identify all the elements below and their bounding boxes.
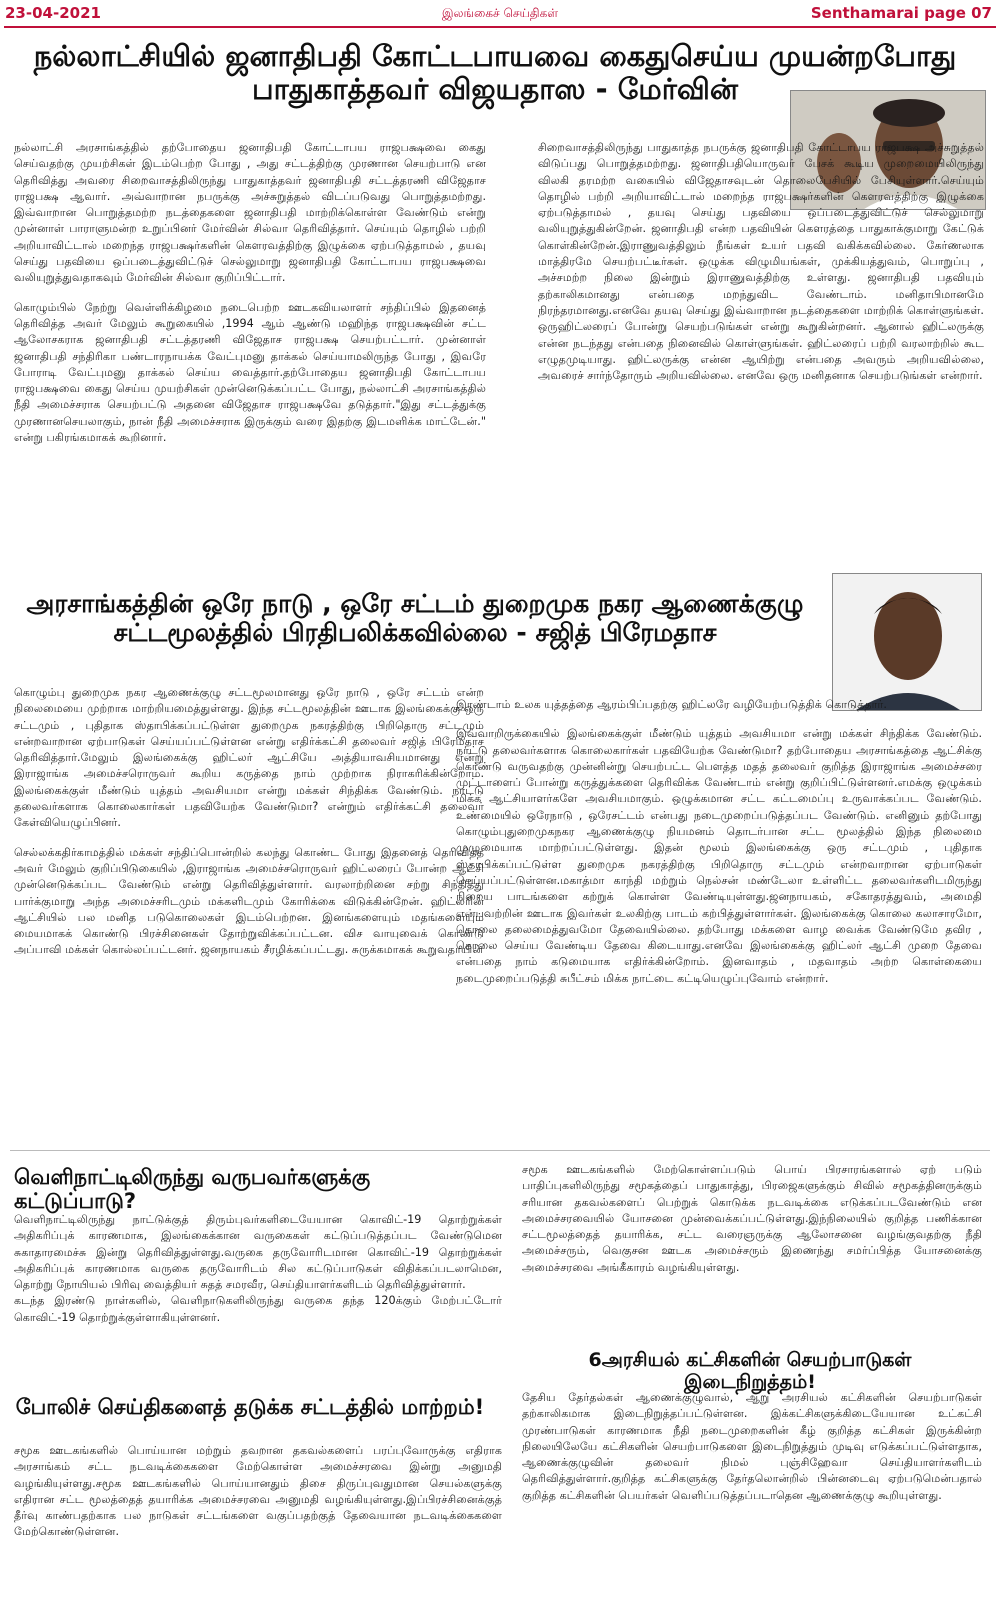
article2-paragraph: கொழும்பு துறைமுக நகர ஆணைக்குழு சட்டமூலமானது ஒரே நாடு , ஒரே சட்டம் என்ற நிலைமையை முற்றாக மாற்றியமைத்துள்ளது. இந்த சட்டமூலத்தின் ஊடாக இலங்கைக்கு ஒரு சட்டமும் , புதிதாக ஸ்தாபிக்கப்பட்டுள்ள துறைமுக நகரத்திற்கு பிறிதொரு சட்டமும் என்றவாறான ஏற்பாடுகள் செய்யப்பட்டுள்ளன என்று எதிர்க்கட்சி தலைவர் சஜித் பிரேமதாச தெரிவித்தார்.மேலும் இலங்கைக்கு ஹிட்லர் ஆட்சியே அத்தியாவசியமானது என்று இராஜாங்க அமைச்சரொருவர் கூறிய கருத்தை நாம் முற்றாக நிராகரிக்கின்றோம். இலங்கைக்குள் மீண்டும் யுத்தம் அவசியமா என்று மக்கள் சிந்திக்க வேண்டும். நாட்டு தலைவர்களாக கொலைகார்கள் பதவியேற்க வேண்டுமா? என்றும் எதிர்க்கட்சி தலைவர் கேள்வியெழுப்பினர். — [14, 686, 484, 830]
article2-paragraph: இரண்டாம் உலக யுத்தத்தை ஆரம்பிப்பதற்கு ஹிட்லரே வழியேற்படுத்திக் கொடுத்தார். — [456, 698, 887, 711]
article2-photo — [832, 573, 982, 711]
page-label: Senthamarai page 07 — [810, 4, 992, 22]
article1-headline: நல்லாட்சியில் ஜனாதிபதி கோட்டபாயவை கைதுசெய்ய முயன்றபோது பாதுகாத்தவர் விஜயதாஸ - மேர்வின் — [33, 39, 957, 107]
page-header — [0, 0, 1000, 28]
article5-column — [522, 1390, 982, 1590]
article2-right-column — [456, 697, 982, 1117]
article1-right-column — [538, 140, 984, 568]
article3-column — [14, 1212, 502, 1387]
article3-headline: வெளிநாட்டிலிருந்து வருபவர்களுக்கு கட்டுப்பாடு? — [14, 1165, 371, 1214]
article4-left-column — [14, 1443, 502, 1593]
article4-headline: போலிச் செய்திகளைத் தடுக்க சட்டத்தில் மாற்றம்! — [15, 1395, 485, 1419]
article1-left-column — [14, 140, 486, 568]
article5-paragraph: தேசிய தேர்தல்கள் ஆணைக்குழுவால், ஆறு அரசியல் கட்சிகளின் செயற்பாடுகள் தற்காலிகமாக இடைநிறுத்தப்பட்டுள்ளன. இக்கட்சிகளுக்கிடையேயான உட்கட்சி முரண்பாடுகள் காரணமாக நீதி நடைமுறைகளின் கீழ் குறித்த கட்சிகள் இருக்கின்ற நிலையிலேயே கட்சிகளின் செயற்பாடுகளை இடைநிறுத்தும் முடிவு எடுக்கப்பட்டுள்ளதாக, ஆணைக்குழுவின் தலைவர் நிமல் புஞ்சிஹேவா செய்தியாளர்களிடம் தெரிவித்துள்ளார்.குறித்த கட்சிகளுக்கு தேர்தலொன்றில் பின்னடைவு ஏற்படுமென்பதால் குறித்த கட்சிகளின் பெயர்கள் வெளிப்படுத்தப்படாதென ஆணைக்குழு கூறியுள்ளது. — [522, 1391, 982, 1502]
article3-paragraph: கடந்த இரண்டு நாள்களில், வெளிநாடுகளிலிருந்து வருகை தந்த 120க்கும் மேற்பட்டோர் கொவிட்-19 தொற்றுக்குள்ளாகியுள்ளனர். — [14, 1294, 502, 1324]
article3-paragraph: வெளிநாட்டிலிருந்து நாட்டுக்குத் திரும்புவர்களிடையேயான கொவிட்-19 தொற்றுக்கள் அதிகரிப்புக் காரணமாக, இலங்கைக்கான வருகைகள் கட்டுப்படுத்தப்பட வேண்டுமென சுகாதாரமைச்சு இன்று தெரிவித்துள்ளது.வருகை தருவோரிடமான கொவிட்-19 தொற்றுக்கள் அதிகரிப்புக் காரணமாக வருகை தருவோரிடம் சில கட்டுப்பாடுகள் விதிக்கப்படலாமென, தொற்று நோயியல் பிரிவு வைத்தியர் சுதத் சமரவீர, செய்தியாளர்களிடம் தெரிவித்துள்ளார். — [14, 1213, 502, 1292]
article2-headline: அரசாங்கத்தின் ஒரே நாடு , ஒரே சட்டம் துறைமுக நகர ஆணைக்குழு சட்டமூலத்தில் பிரதிபலிக்கவில்லை - சஜித் பிரேமதாச — [26, 589, 804, 647]
article1-paragraph: சிறைவாசத்திலிருந்து பாதுகாத்த நபருக்கு ஜனாதிபதி கோட்டாபய ராஜபக்ஷ அச்சுறுத்தல் விடுப்பது பொறுத்தமற்றது. ஜனாதிபதியொருவர் பேசக் கூடிய முறைமையிலிருந்து விலகி தரமற்ற வகையில் விஜேதாசவுடன் தொலைபேசியில் பேசியுள்ளார்.செய்யும் தொழில் பற்றி அறியாவிட்டால் மறைந்த ராஜபக்ஷர்களின் கௌரவத்திற்கு இழுக்கை ஏற்படுத்தாமல் , தயவு செய்து பதவியை ஒப்படைத்துவிட்டுச் செல்லுமாறு வலியுறுத்துகின்றேன். ஜனாதிபதி என்ற பதவியின் கௌரத்தை பாதுகாக்குமாறு கேட்டுக் கொள்கின்றேன்.இராணுவத்திலும் நீங்கள் உயர் பதவி வகிக்கவில்லை. கேர்ணலாக மாத்திரமே செயற்பட்டீர்கள். ஒழுக்க விழுமியங்கள், முக்கியத்துவம், பொறுப்பு , அச்சமற்ற நிலை இன்றும் இராணுவத்திற்கு உள்ளது. ஜனாதிபதி பதவியும் தற்காலிகமானது என்பதை மறந்துவிட வேண்டாம். மனிதாபிமானமே நிரந்தரமானது.எனவே தயவு செய்து இவ்வாறான நடத்தைகளை மாற்றிக் கொள்ளுங்கள். ஒருஹிட்லரைப் போன்று செயற்படுங்கள் என்று கூறுகின்றனர். ஆனால் ஹிட்லருக்கு என்ன நடந்தது என்பதை நினைவில் கொள்ளுங்கள். ஹிட்லரைப் பற்றி வரலாற்றில் கூட எழுதமுடியாது. ஹிட்லருக்கு என்ன ஆயிற்று என்பதை அவரும் அறியவில்லை, அவரைச் சார்ந்தோரும் அறியவில்லை. எனவே ஒரு மனிதனாக செயற்படுங்கள் என்றார். — [538, 141, 984, 383]
politician-portrait-image — [833, 574, 982, 711]
article5-headline: 6அரசியல் கட்சிகளின் செயற்பாடுகள் இடைநிறுத்தம்! — [588, 1349, 912, 1393]
article4-paragraph: சமூக ஊடகங்களில் மேற்கொள்ளப்படும் பொய் பிரசாரங்களால் ஏற் படும் பாதிப்புகளிலிருந்து சமூகத்தைப் பாதுகாத்து, பிரஜைகளுக்கும் சிவில் சமூகத்தினருக்கும் சரியான தகவல்களைப் பெற்றுக் கொடுக்க நடவடிக்கை எடுக்கப்படவேண்டும் என அமைச்சரவையில் யோசனை முன்வைக்கப்பட்டுள்ளது.இந்நிலையில் குறித்த பணிக்கான சட்டமூலத்தைத் தயாரிக்க, சட்ட வரைஞருக்கு ஆலோசனை வழங்குவதற்கு நீதி அமைச்சரும், வெகுசன ஊடக அமைச்சரும் இணைந்து சமர்ப்பித்த யோசனைக்கு அமைச்சரவை அங்கீகாரம் வழங்கியுள்ளது. — [522, 1163, 982, 1274]
article1-paragraph: கொழும்பில் நேற்று வெள்ளிக்கிழமை நடைபெற்ற ஊடகவியலாளர் சந்திப்பில் இதனைத் தெரிவித்த அவர் மேலும் கூறுகையில் ,1994 ஆம் ஆண்டு மஹிந்த ராஜபக்ஷவின் சட்ட ஆலோசகராக ஜனாதிபதி சட்டத்தரணி விஜேதாச ராஜபக்ஷ செயற்பட்டார். முன்னாள் ஜனாதிபதி சந்திரிகா பண்டாரநாயக்க வேட்புமனு தாக்கல் செய்யாமலிருந்த போது , இவரே போராடி வேட்புமனு தாக்கல் செய்ய வைத்தார்.தற்போதைய ஜனாதிபதி கோட்டாபய ராஜபக்ஷவை கைது செய்ய முயற்சிகள் முன்னெடுக்கப்பட்ட போது, நல்லாட்சி அரசாங்கத்தில் நீதி அமைச்சராக செயற்பட்டு அதனை விஜேதாச ராஜபக்ஷவே தடுத்தார்."இது சட்டத்துக்கு முரணானசெயலாகும், நான் நீதி அமைச்சராக இருக்கும் வரை இதற்கு இடமளிக்க மாட்டேன்." என்று பகிரங்கமாகக் கூறினார். — [14, 300, 486, 445]
issue-date: 23-04-2021 — [5, 4, 101, 22]
header-rule — [4, 26, 996, 28]
article2-paragraph: இவ்வாறிருக்கையில் இலங்கைக்குள் மீண்டும் யுத்தம் அவசியமா என்று மக்கள் சிந்திக்க வேண்டும். நாட்டு தலைவர்களாக கொலைகார்கள் பதவியேற்க வேண்டுமா? தற்போதைய அரசாங்கத்தை ஆட்சிக்கு கொண்டு வருவதற்கு முன்னின்று செயற்பட்ட பௌத்த மதத் தலைவர் குறித்த இராஜாங்க அமைச்சரை முட்டாளைப் போன்று கருத்துக்களை தெரிவிக்க வேண்டாம் என்று குறிப்பிட்டுள்ளனர்.எமக்கு ஒழுக்கம் மிக்க ஆட்சியாளர்களே அவசியமாகும். ஒழுக்கமான சட்ட கட்டமைப்பு உருவாக்கப்பட வேண்டும். உண்மையில் ஒரேநாடு , ஒரேசட்டம் என்பது நடைமுறைப்படுத்தப்பட வேண்டும். எனினும் தற்போது கொழும்புதுறைமுகநகர ஆணைக்குழு நியமனம் தொடர்பான சட்ட மூலத்தில் இந்த நிலைமை முழுமையாக மாற்றப்பட்டுள்ளது. இதன் மூலம் இலங்கைக்கு ஒரு சட்டமும் , புதிதாக ஸ்தாபிக்கப்பட்டுள்ள துறைமுக நகரத்திற்கு பிறிதொரு சட்டமும் என்றவாறான ஏற்பாடுகள் செய்யப்பட்டுள்ளன.மகாத்மா காந்தி மற்றும் நெல்சன் மண்டேலா உள்ளிட்ட தலைவர்களிடமிருந்து நிறைய பாடங்களை கற்றுக் கொள்ள வேண்டியுள்ளது.ஜனநாயகம், சகோதரத்துவம், அமைதி என்பவற்றின் ஊடாக இவர்கள் உலகிற்கு பாடம் கற்பித்துள்ளார்கள். இலங்கைக்கு கொலை கலாசாரமோ, கொலை தலைமைத்துவமோ தேவையில்லை. தற்போது மக்களை வாழ வைக்க வேண்டுமே தவிர , கொலை செய்ய வேண்டிய தேவை கிடையாது.எனவே இலங்கைக்கு ஹிட்லர் ஆட்சி முறை தேவை என்பதை நாம் கடுமையாக எதிர்க்கின்றோம். இனவாதம் , மதவாதம் அற்ற கொள்கையை நடைமுறைப்படுத்தி சுபீட்சம் மிக்க நாட்டை கட்டியெழுப்புவோம் என்றார். — [456, 727, 982, 985]
article2-left-column — [14, 685, 484, 1137]
article4-paragraph: சமூக ஊடகங்களில் பொய்யான மற்றும் தவறான தகவல்களைப் பரப்புவோருக்கு எதிராக அரசாங்கம் சட்ட நடவடிக்கைகளை மேற்கொள்ள அமைச்சரவை இன்று அனுமதி வழங்கியுள்ளது.சமூக ஊடகங்களில் பொய்யானதும் திசை திருப்புவதுமான செயல்களுக்கு எதிரான சட்ட மூலத்தைத் தயாரிக்க அமைச்சரவை அனுமதி வழங்கியுள்ளது.இப்பிரச்சினைக்குத் தீர்வு காண்பதற்காக பல நாடுகள் சட்டங்களை வகுப்பதற்குத் தேவையான நடவடிக்கைகளை மேற்கொண்டுள்ளன. — [14, 1444, 502, 1539]
article4-right-column — [522, 1162, 982, 1337]
article1-paragraph: நல்லாட்சி அரசாங்கத்தில் தற்போதைய ஜனாதிபதி கோட்டாபய ராஜபக்ஷவை கைது செய்வதற்கு முயற்சிகள் இடம்பெற்ற போது , அது சட்டத்திற்கு முரணான செயற்பாடு என தெரிவித்து அவரை சிறைவாசத்திலிருந்து பாதுகாத்தவர் ஜனாதிபதி சட்டத்தரணி விஜேதாச ராஜபக்ஷ ஆவார். அவ்வாறான நபருக்கு அச்சுறுத்தல் விடப்படுவது பொறுத்தமற்றது. இவ்வாறான பொறுத்தமற்ற நடத்தைகளை ஜனாதிபதி மாற்றிக்கொள்ள வேண்டும் என்று முன்னாள் பாராளுமன்ற உறுப்பினர் மேர்வின் சில்வா தெரிவித்தார். செய்யும் தொழில் பற்றி அறியாவிட்டால் மறைந்த ராஜபக்ஷர்களின் கௌரவத்திற்கு இழுக்கை ஏற்படுத்தாமல் , தயவு செய்து பதவியை ஒப்படைத்துவிட்டுச் செல்லுமாறு ஜனாதிபதி கோட்டாபய ராஜபக்ஷவை வலியுறுத்துவதாகவும் மேர்வின் சில்வா குறிப்பிட்டார். — [14, 141, 486, 285]
section-title: இலங்கைச் செய்திகள் — [441, 6, 559, 20]
article2-paragraph: செல்லக்கதிர்காமத்தில் மக்கள் சந்திப்பொன்றில் கலந்து கொண்ட போது இதனைத் தெரிவித்த அவர் மேலும் குறிப்பிடுகையில் ,இராஜாங்க அமைச்சரொருவர் ஹிட்லரைப் போன்ற ஆட்சி முன்னெடுக்கப்பட வேண்டும் என்று தெரிவித்துள்ளார். வரலாற்றினை சற்று சிந்தித்து பார்க்குமாறு அந்த அமைச்சரிடமும் மக்களிடமும் கோரிக்கை விடுக்கின்றேன். ஹிட்லரின் ஆட்சியில் பல மனித படுகொலைகள் இடம்பெற்றன. இனங்களையும் மதங்களையும் மையமாகக் கொண்டு பிரச்சினைகள் தோற்றுவிக்கப்பட்டன. விச வாயுவைக் கொண்டு அப்பாவி மக்கள் கொல்லப்பட்டனர். ஜனநாயகம் சீரழிக்கப்பட்டது. சுருக்கமாகக் கூறுவதாயின் — [14, 845, 484, 957]
section-divider — [10, 1150, 990, 1151]
